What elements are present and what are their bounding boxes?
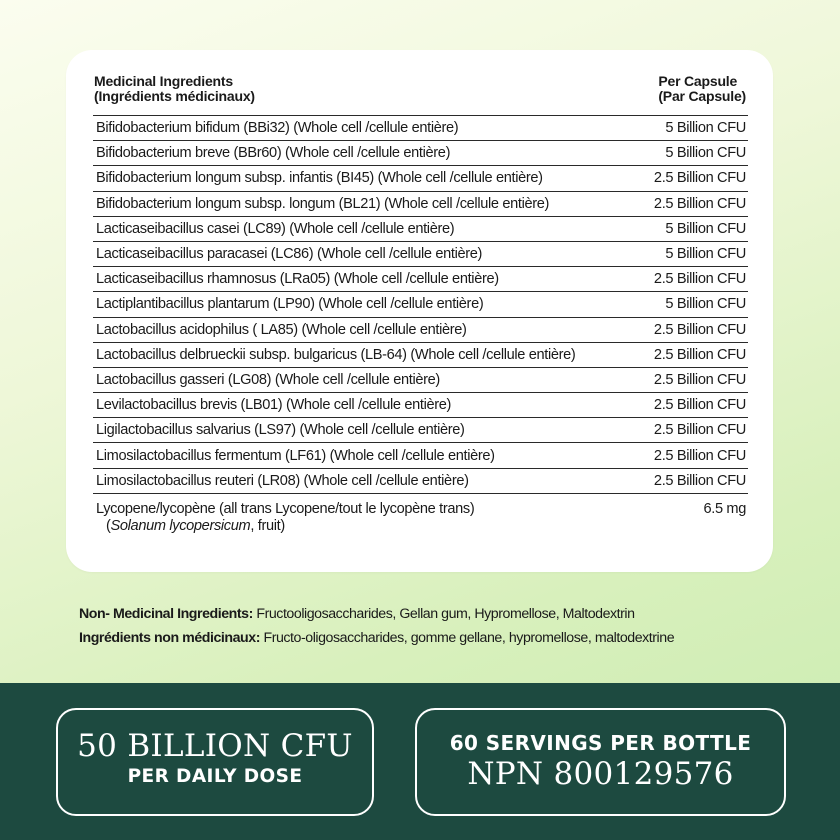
ingredient-amount: 5 Billion CFU <box>665 246 746 263</box>
ingredient-amount: 2.5 Billion CFU <box>653 346 746 363</box>
ingredient-amount: 2.5 Billion CFU <box>653 422 746 439</box>
servings-per-bottle: 60 SERVINGS PER BOTTLE <box>449 731 752 755</box>
ingredient-name: Lactiplantibacillus plantarum (LP90) (Whole cell /cellule entière) <box>96 296 484 313</box>
ingredient-name-line1: Lycopene/lycopène (all trans Lycopene/tout le lycopène trans) <box>96 500 475 517</box>
ingredients-table <box>93 72 748 534</box>
cfu-per-dose: PER DAILY DOSE <box>127 766 303 787</box>
ingredient-amount: 2.5 Billion CFU <box>653 170 746 187</box>
table-row <box>93 443 748 468</box>
servings-badge <box>415 708 786 816</box>
table-body <box>93 116 748 494</box>
cfu-amount: 50 BILLION CFU <box>77 728 353 764</box>
table-row-lycopene <box>93 494 748 534</box>
ingredient-amount: 2.5 Billion CFU <box>653 271 746 288</box>
table-row <box>93 292 748 317</box>
ingredient-name: Limosilactobacillus reuteri (LR08) (Whole cell /cellule entière) <box>96 472 469 489</box>
ingredient-name: Lactobacillus delbrueckii subsp. bulgaricus (LB-64) (Whole cell /cellule entière) <box>96 346 576 363</box>
table-row <box>93 192 748 217</box>
ingredient-name: Lactobacillus gasseri (LG08) (Whole cell /cellule entière) <box>96 371 440 388</box>
ingredient-name: Bifidobacterium longum subsp. longum (BL21) (Whole cell /cellule entière) <box>96 195 550 212</box>
ingredient-name <box>93 501 474 535</box>
non-medicinal-fr-label: Ingrédients non médicinaux: <box>79 630 260 646</box>
non-medicinal-fr-text: Fructo-oligosaccharides, gomme gellane, hypromellose, maltodextrine <box>259 630 675 646</box>
table-row <box>93 141 748 166</box>
table-row <box>93 418 748 443</box>
ingredient-amount: 2.5 Billion CFU <box>653 195 746 212</box>
ingredient-name-line2 <box>96 518 474 535</box>
table-header <box>93 72 748 116</box>
non-medicinal-fr <box>79 626 674 650</box>
ingredient-amount: 2.5 Billion CFU <box>653 472 746 489</box>
latin-name: Solanum lycopersicum <box>110 517 251 534</box>
header-right-line1: Per Capsule <box>658 73 738 89</box>
table-row <box>93 166 748 191</box>
table-row <box>93 116 748 141</box>
table-row <box>93 242 748 267</box>
npn-number: NPN 800129576 <box>467 756 734 792</box>
header-medicinal-ingredients <box>93 74 255 104</box>
non-medicinal-en-text: Fructooligosaccharides, Gellan gum, Hypromellose, Maltodextrin <box>252 606 635 622</box>
table-row <box>93 393 748 418</box>
header-per-capsule <box>658 74 748 104</box>
ingredient-name: Bifidobacterium longum subsp. infantis (BI45) (Whole cell /cellule entière) <box>96 170 543 187</box>
ingredient-amount: 2.5 Billion CFU <box>653 447 746 464</box>
ingredient-amount: 6.5 mg <box>703 500 746 517</box>
table-row <box>93 469 748 494</box>
ingredient-name: Lactobacillus acidophilus ( LA85) (Whole cell /cellule entière) <box>96 321 467 338</box>
ingredient-name: Limosilactobacillus fermentum (LF61) (Whole cell /cellule entière) <box>96 447 495 464</box>
ingredient-amount: 5 Billion CFU <box>665 220 746 237</box>
footer-banner <box>0 683 840 840</box>
header-left-line1: Medicinal Ingredients <box>94 73 233 89</box>
latin-name-rest: , fruit) <box>250 517 285 534</box>
table-row <box>93 368 748 393</box>
ingredient-name: Lacticaseibacillus rhamnosus (LRa05) (Whole cell /cellule entière) <box>96 271 499 288</box>
ingredient-amount: 5 Billion CFU <box>665 120 746 137</box>
ingredient-name: Ligilactobacillus salvarius (LS97) (Whole cell /cellule entière) <box>96 422 465 439</box>
ingredient-amount: 2.5 Billion CFU <box>653 397 746 414</box>
header-left-line2: (Ingrédients médicinaux) <box>94 88 255 104</box>
ingredient-amount: 2.5 Billion CFU <box>653 371 746 388</box>
ingredient-amount: 5 Billion CFU <box>665 296 746 313</box>
table-row <box>93 267 748 292</box>
table-row <box>93 318 748 343</box>
paren-open: ( <box>106 517 111 534</box>
ingredient-name: Levilactobacillus brevis (LB01) (Whole cell /cellule entière) <box>96 397 452 414</box>
non-medicinal-en <box>79 602 674 626</box>
ingredient-name: Bifidobacterium breve (BBr60) (Whole cell /cellule entière) <box>96 145 451 162</box>
cfu-badge <box>56 708 374 816</box>
table-row <box>93 343 748 368</box>
ingredient-name: Lacticaseibacillus paracasei (LC86) (Whole cell /cellule entière) <box>96 246 483 263</box>
header-right-line2: (Par Capsule) <box>658 88 746 104</box>
ingredient-name: Lacticaseibacillus casei (LC89) (Whole cell /cellule entière) <box>96 220 455 237</box>
non-medicinal-ingredients <box>79 602 674 650</box>
non-medicinal-en-label: Non- Medicinal Ingredients: <box>79 606 253 622</box>
ingredient-name: Bifidobacterium bifidum (BBi32) (Whole cell /cellule entière) <box>96 120 459 137</box>
ingredient-amount: 2.5 Billion CFU <box>653 321 746 338</box>
table-row <box>93 217 748 242</box>
ingredient-amount: 5 Billion CFU <box>665 145 746 162</box>
